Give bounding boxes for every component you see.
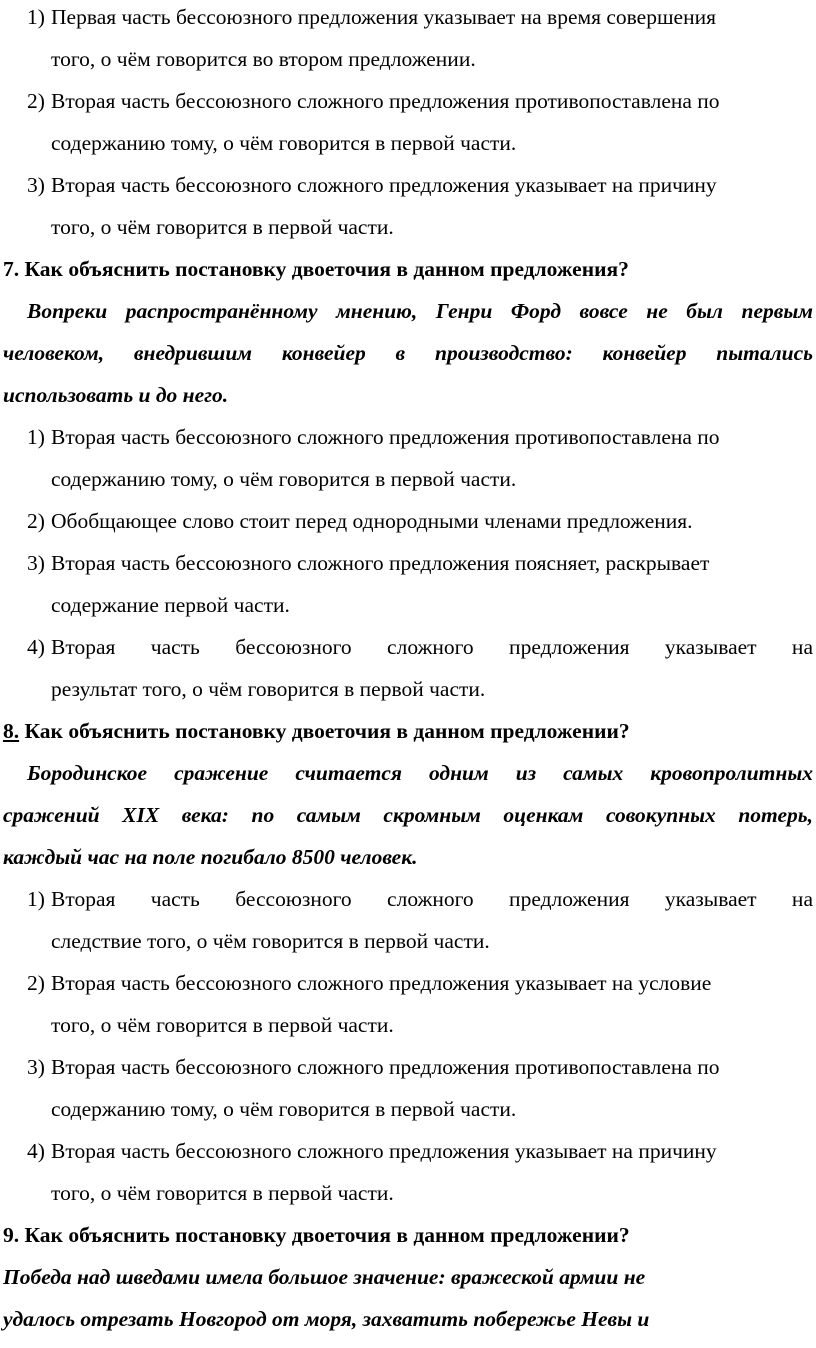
option-number: 3) [27, 551, 45, 575]
example-sentence-line: каждый час на поле погибало 8500 человек. [3, 845, 418, 869]
question-number: 9. [3, 1223, 20, 1247]
option-text: результат того, о чём говорится в первой части. [51, 677, 486, 701]
example-sentence-line: Вопреки распространённому мнению, Генри Форд вовсе не был первым [27, 299, 813, 323]
option-number: 2) [27, 509, 45, 533]
question-text: Как объяснить постановку двоеточия в данном предложения? [24, 257, 629, 281]
question-text: Как объяснить постановку двоеточия в данном предложении? [24, 719, 630, 743]
example-sentence-line: Бородинское сражение считается одним из самых кровопролитных [27, 761, 813, 785]
option-text: Вторая часть бессоюзного сложного предложения поясняет, раскрывает [51, 551, 710, 575]
option-text: следствие того, о чём говорится в первой части. [51, 929, 490, 953]
option-text: Вторая часть бессоюзного сложного предложения противопоставлена по [51, 425, 720, 449]
option-text: Вторая часть бессоюзного сложного предложения указывает на [51, 887, 813, 911]
option-text: того, о чём говорится во втором предложении. [51, 47, 476, 71]
option-text: того, о чём говорится в первой части. [51, 1013, 394, 1037]
option-text: содержанию тому, о чём говорится в первой части. [51, 1097, 517, 1121]
option-text: Вторая часть бессоюзного сложного предложения противопоставлена по [51, 1055, 720, 1079]
option-text: Вторая часть бессоюзного сложного предложения указывает на [51, 635, 813, 659]
option-text: содержанию тому, о чём говорится в первой части. [51, 467, 517, 491]
example-sentence-line: использовать и до него. [3, 383, 229, 407]
question-heading [3, 721, 630, 743]
question-heading [3, 259, 629, 281]
question-number: 7. [3, 257, 20, 281]
option-text: Вторая часть бессоюзного сложного предложения указывает на условие [51, 971, 712, 995]
option-number: 3) [27, 1055, 45, 1079]
option-number: 2) [27, 971, 45, 995]
option-number: 2) [27, 89, 45, 113]
option-text: Вторая часть бессоюзного сложного предложения указывает на причину [51, 173, 717, 197]
option-text: того, о чём говорится в первой части. [51, 215, 394, 239]
option-text: Первая часть бессоюзного предложения указывает на время совершения [51, 5, 716, 29]
option-number: 4) [27, 1139, 45, 1163]
option-text: Вторая часть бессоюзного сложного предложения указывает на причину [51, 1139, 717, 1163]
question-heading [3, 1225, 630, 1247]
option-number: 1) [27, 425, 45, 449]
question-text: Как объяснить постановку двоеточия в данном предложении? [24, 1223, 630, 1247]
option-text: того, о чём говорится в первой части. [51, 1181, 394, 1205]
option-number: 1) [27, 887, 45, 911]
option-number: 3) [27, 173, 45, 197]
example-sentence-line: человеком, внедрившим конвейер в производство: конвейер пытались [3, 341, 813, 365]
option-number: 4) [27, 635, 45, 659]
option-text: содержанию тому, о чём говорится в первой части. [51, 131, 517, 155]
option-text: Вторая часть бессоюзного сложного предложения противопоставлена по [51, 89, 720, 113]
option-text: Обобщающее слово стоит перед однородными членами предложения. [51, 509, 693, 533]
example-sentence-line: Победа над шведами имела большое значение: вражеской армии не [3, 1265, 646, 1289]
example-sentence-line: сражений XIX века: по самым скромным оценкам совокупных потерь, [3, 803, 813, 827]
example-sentence-line: удалось отрезать Новгород от моря, захватить побережье Невы и [3, 1307, 650, 1331]
option-text: содержание первой части. [51, 593, 290, 617]
option-number: 1) [27, 5, 45, 29]
question-number: 8. [3, 719, 20, 743]
